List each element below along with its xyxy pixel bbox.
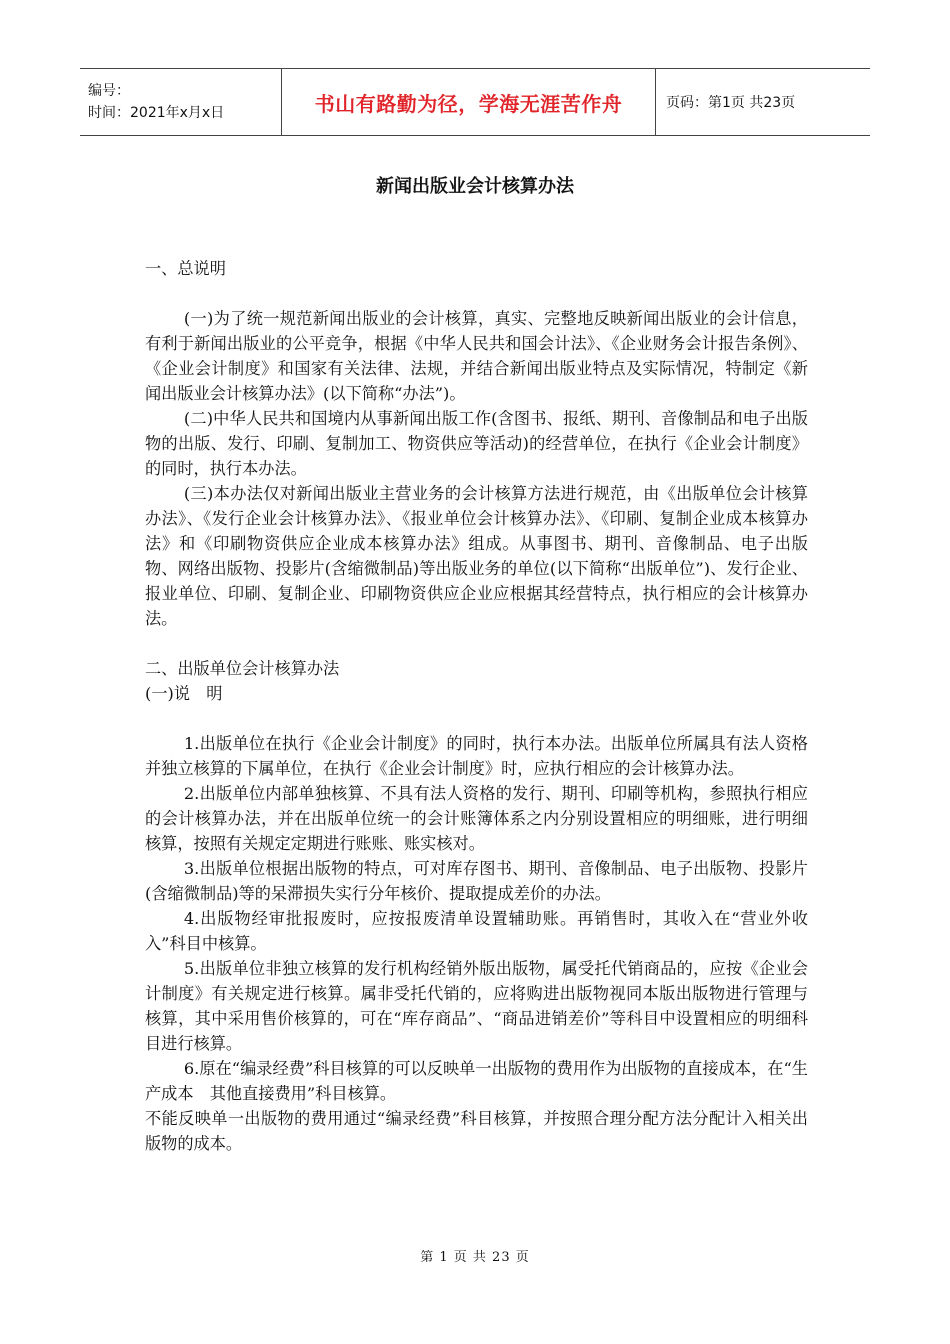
section-1-paragraph-2: (二)中华人民共和国境内从事新闻出版工作(含图书、报纸、期刊、音像制品和电子出版物的出版、发行、印刷、复制加工、物资供应等活动)的经营单位，在执行《企业会计制度》的同时，执行本办法。 <box>145 409 808 478</box>
section-1-paragraph-3: (三)本办法仅对新闻出版业主营业务的会计核算方法进行规范，由《出版单位会计核算办法》、《发行企业会计核算办法》、《报业单位会计核算办法》、《印刷、复制企业成本核算办法》和《印刷物资供应企业成本核算办法》组成。从事图书、期刊、音像制品、电子出版物、网络出版物、投影片(含缩微制品)等出版业务的单位(以下简称“出版单位”)、发行企业、报业单位、印刷、复制企业、印刷物资供应企业应根据其经营特点，执行相应的会计核算办法。 <box>145 484 808 628</box>
time-label: 时间：2021年x月x日 <box>88 105 225 121</box>
section-2-paragraph-4: 4.出版物经审批报废时，应按报废清单设置辅助账。再销售时，其收入在“营业外收入”科目中核算。 <box>145 909 808 953</box>
section-2-paragraph-2: 2.出版单位内部单独核算、不具有法人资格的发行、期刊、印刷等机构，参照执行相应的会计核算办法，并在出版单位统一的会计账簿体系之内分别设置相应的明细账，进行明细核算，按照有关规定定期进行账账、账实核对。 <box>145 784 808 853</box>
document-title: 新闻出版业会计核算办法 <box>376 176 574 197</box>
section-2-paragraph-6: 6.原在“编录经费”科目核算的可以反映单一出版物的费用作为出版物的直接成本，在“生产成本 其他直接费用”科目核算。 <box>145 1059 808 1103</box>
motto-text: 书山有路勤为径，学海无涯苦作舟 <box>314 91 623 116</box>
section-2-heading: 二、出版单位会计核算办法 <box>145 659 340 678</box>
header-motto-cell <box>282 69 656 135</box>
header-page-info <box>656 69 870 135</box>
document-body <box>145 256 808 1156</box>
section-2-paragraph-3: 3.出版单位根据出版物的特点，可对库存图书、期刊、音像制品、电子出版物、投影片(含缩微制品)等的呆滞损失实行分年核价、提取提成差价的办法。 <box>145 859 808 903</box>
section-1-paragraph-1: (一)为了统一规范新闻出版业的会计核算，真实、完整地反映新闻出版业的会计信息，有利于新闻出版业的公平竞争，根据《中华人民共和国会计法》、《企业财务会计报告条例》、《企业会计制度》和国家有关法律、法规，并结合新闻出版业特点及实际情况，特制定《新闻出版业会计核算办法》(以下简称“办法”)。 <box>145 309 808 403</box>
page-info-text: 页码：第1页 共23页 <box>666 95 796 111</box>
header-meta <box>80 69 282 135</box>
page-footer: 第 1 页 共 23 页 <box>420 1250 530 1265</box>
section-1-heading: 一、总说明 <box>145 259 226 278</box>
section-2-subheading: (一)说 明 <box>145 684 223 703</box>
serial-label: 编号： <box>88 83 130 99</box>
section-2-paragraph-7: 不能反映单一出版物的费用通过“编录经费”科目核算，并按照合理分配方法分配计入相关出版物的成本。 <box>145 1109 808 1153</box>
section-2-paragraph-5: 5.出版单位非独立核算的发行机构经销外版出版物，属受托代销商品的，应按《企业会计制度》有关规定进行核算。属非受托代销的，应将购进出版物视同本版出版物进行管理与核算，其中采用售价核算的，可在“库存商品”、“商品进销差价”等科目中设置相应的明细科目进行核算。 <box>145 959 808 1053</box>
section-2-paragraph-1: 1.出版单位在执行《企业会计制度》的同时，执行本办法。出版单位所属具有法人资格并独立核算的下属单位，在执行《企业会计制度》时，应执行相应的会计核算办法。 <box>145 734 808 778</box>
page-header <box>80 68 870 136</box>
